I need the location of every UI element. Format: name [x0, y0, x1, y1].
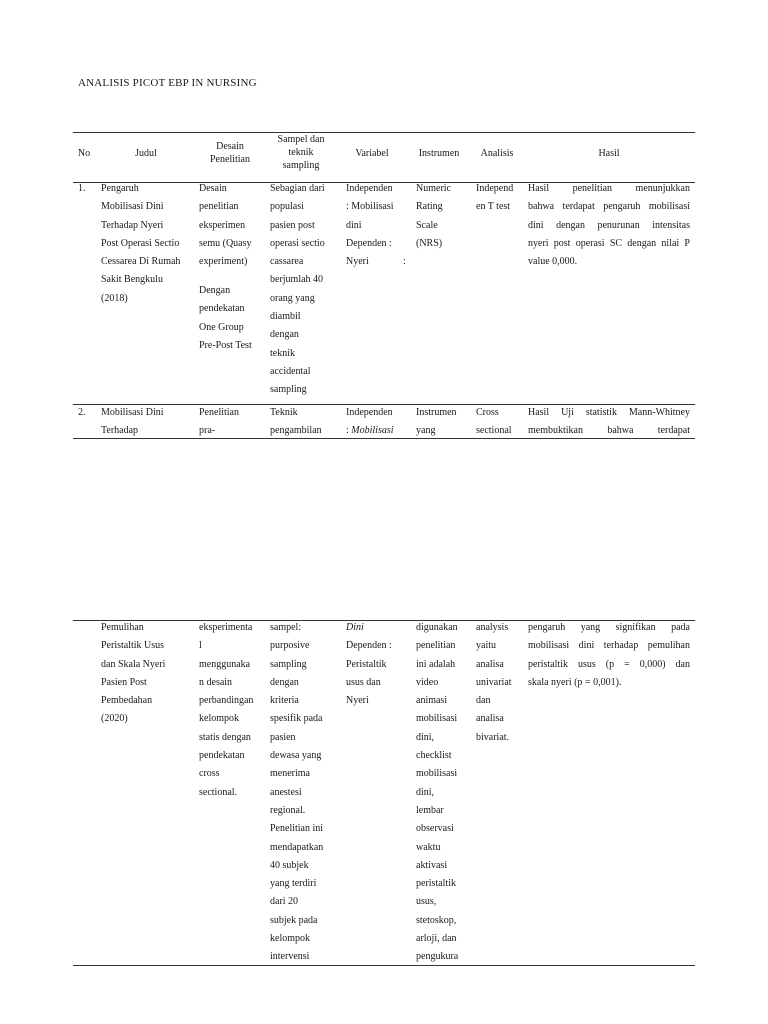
row2b-instrumen-line: dini, — [416, 786, 435, 798]
row2b-analisis-line: dan — [476, 695, 491, 707]
row2-variabel-colon: : — [346, 425, 352, 437]
row2b-sampel-line: regional. — [270, 804, 306, 816]
row1-sampel-line: pasien post — [270, 219, 315, 231]
row1-desain-line: eksperimen — [199, 219, 246, 231]
row2b-sampel-line: menerima — [270, 768, 310, 780]
row2b-analisis-line: analysis — [476, 622, 509, 633]
row1-desain2-line: One Group — [199, 321, 244, 333]
row2-analisis-line: Cross — [476, 407, 499, 418]
row1-variabel-colon: : — [403, 256, 406, 267]
row2b-sampel-line: kelompok — [270, 933, 310, 945]
row2b-variabel-line: Peristaltik — [346, 658, 387, 670]
row2b-judul-line: Pemulihan — [101, 622, 144, 633]
row1-desain-line: Desain — [199, 183, 227, 194]
row2b-variabel-line — [346, 619, 408, 637]
row1-desain-line: semu (Quasy — [199, 237, 252, 249]
page2-bottom-rule — [73, 965, 695, 966]
row1-judul-line: Sakit Bengkulu — [101, 274, 163, 286]
document-title: ANALISIS PICOT EBP IN NURSING — [78, 77, 257, 89]
row2b-sampel-line: pasien — [270, 731, 296, 743]
row1-judul — [101, 180, 195, 308]
row1-variabel — [346, 180, 408, 271]
row1-hasil — [528, 180, 690, 271]
row2b-sampel-line: intervensi — [270, 951, 310, 963]
row1-hasil-line: bahwa terdapat pengaruh mobilisasi — [528, 201, 690, 213]
row1-variabel-line: : Mobilisasi — [346, 201, 394, 213]
row2-variabel-line: Independen — [346, 407, 393, 418]
row2b-instrumen-line: peristaltik — [416, 878, 456, 890]
row2-hasil-bottom — [528, 619, 690, 692]
row2b-sampel-line: Penelitian ini — [270, 823, 324, 835]
row1-sampel-line: berjumlah 40 — [270, 274, 324, 286]
row2-variabel-top — [346, 404, 408, 441]
row1-desain-line: penelitian — [199, 201, 239, 213]
row2b-sampel-line: sampel: — [270, 622, 302, 633]
row1-sampel-line: populasi — [270, 201, 304, 213]
row1-analisis-line: Independ — [476, 183, 514, 194]
row2b-instrumen-line: mobilisasi — [416, 713, 458, 725]
row1-desain2-line: pendekatan — [199, 303, 245, 315]
row1-judul-line: Cessarea Di Rumah — [101, 256, 181, 268]
row2b-sampel-line: kriteria — [270, 695, 299, 707]
header-desain-line: Desain — [216, 141, 244, 152]
header-sampel — [266, 133, 336, 172]
row2b-instrumen-line: lembar — [416, 804, 444, 816]
row2b-hasil-line: mobilisasi dini terhadap pemulihan — [528, 640, 690, 652]
row1-desain2-line: Dengan — [199, 285, 231, 296]
header-judul: Judul — [135, 148, 157, 159]
row1-hasil-line: Hasil penelitian menunjukkan — [528, 183, 690, 194]
row2b-sampel-line: mendapatkan — [270, 841, 324, 853]
row1-sampel-line: dengan — [270, 329, 299, 341]
row2b-instrumen-line: usus, — [416, 896, 437, 908]
row2-judul-line: Terhadap — [101, 425, 139, 437]
row1-desain-line: experiment) — [199, 256, 248, 268]
row2-variabel-bottom — [346, 619, 408, 710]
row1-judul-line: Pengaruh — [101, 183, 139, 194]
row1-desain-approach — [199, 282, 263, 355]
row2b-sampel-line: sampling — [270, 658, 307, 670]
row2b-desain-line: sectional. — [199, 786, 238, 798]
row1-hasil-line: nyeri post operasi SC dengan nilai P — [528, 237, 690, 249]
row2b-instrumen-line: animasi — [416, 695, 448, 707]
row2-hasil-line: membuktikan bahwa terdapat — [528, 425, 690, 437]
row1-sampel-line: operasi sectio — [270, 237, 325, 249]
row2b-judul-line: dan Skala Nyeri — [101, 658, 166, 670]
row2b-analisis-line: bivariat. — [476, 731, 510, 743]
row1-desain2-line: Pre-Post Test — [199, 339, 252, 351]
row2-sampel-bottom — [270, 619, 334, 967]
row2b-desain-line: statis dengan — [199, 731, 251, 743]
row2b-analisis-line: analisa — [476, 713, 504, 725]
row2-instrumen-top — [416, 404, 470, 441]
header-variabel: Variabel — [355, 148, 389, 159]
row2b-sampel-line: purposive — [270, 640, 310, 652]
row2-hasil-top — [528, 404, 690, 441]
row2-instrumen-line: yang — [416, 425, 436, 437]
row2-sampel-line: pengambilan — [270, 425, 322, 437]
row1-sampel-line: sampling — [270, 384, 307, 396]
row1-sampel-line: diambil — [270, 311, 301, 323]
row2-instrumen-line: Instrumen — [416, 407, 457, 418]
row2b-analisis-line: analisa — [476, 658, 504, 670]
row1-sampel — [270, 180, 334, 400]
row2b-desain-line: kelompok — [199, 713, 239, 725]
row2-judul-top — [101, 404, 195, 441]
row2b-instrumen-line: dini, — [416, 731, 435, 743]
row1-sampel-line: accidental — [270, 365, 311, 377]
row1-judul-line: Mobilisasi Dini — [101, 201, 164, 213]
row2b-instrumen-line: aktivasi — [416, 859, 448, 871]
row1-variabel-line: Dependen : — [346, 237, 392, 249]
row2b-analisis-line: univariat — [476, 676, 512, 688]
header-sampel-line: Sampel dan — [277, 134, 325, 145]
row2b-instrumen-line: video — [416, 676, 439, 688]
row1-sampel-line: teknik — [270, 347, 295, 359]
row1-variabel-line: dini — [346, 219, 362, 231]
row1-variabel-line: Nyeri — [346, 256, 369, 268]
row2-instrumen-bottom — [416, 619, 470, 967]
row2b-variabel-line: Dependen : — [346, 640, 392, 652]
row2b-variabel-line: Nyeri — [346, 695, 369, 707]
row2b-judul-line: (2020) — [101, 713, 128, 725]
row2b-judul-line: Pasien Post — [101, 676, 147, 688]
row2b-desain-line: menggunaka — [199, 658, 251, 670]
row1-sampel-line: Sebagian dari — [270, 183, 325, 194]
row2b-instrumen-line: ini adalah — [416, 658, 456, 670]
row2b-instrumen-line: arloji, dan — [416, 933, 457, 945]
row1-instrumen-line: Numeric — [416, 183, 451, 194]
row2b-judul-line: Pembedahan — [101, 695, 153, 707]
row1-instrumen-line: (NRS) — [416, 237, 443, 249]
row1-sampel-line: cassarea — [270, 256, 304, 268]
row2b-instrumen-line: penelitian — [416, 640, 456, 652]
row2b-hasil-line: peristaltik usus (p = 0,000) dan — [528, 658, 690, 670]
row2-analisis-top — [476, 404, 522, 441]
row1-desain — [199, 180, 263, 271]
row2b-desain-line: cross — [199, 768, 220, 780]
header-instrumen: Instrumen — [418, 148, 460, 159]
row2-analisis-line: sectional — [476, 425, 512, 437]
row2-desain-line: pra- — [199, 425, 216, 437]
row2-sampel-line: Teknik — [270, 407, 298, 418]
row2b-desain-line: perbandingan — [199, 695, 254, 707]
row2b-variabel-italic: Dini — [346, 622, 364, 633]
row2b-instrumen-line: checklist — [416, 750, 452, 762]
row2b-instrumen-line: pengukura — [416, 951, 459, 963]
header-no: No — [77, 148, 91, 159]
row2-desain-line: Penelitian — [199, 407, 239, 418]
row1-instrumen-line: Scale — [416, 219, 438, 231]
row2-analisis-bottom — [476, 619, 522, 747]
row2b-instrumen-line: stetoskop, — [416, 914, 457, 926]
row2-judul-bottom — [101, 619, 195, 729]
row1-analisis — [476, 180, 522, 217]
row2b-desain-line: eksperimenta — [199, 622, 253, 633]
row2b-sampel-line: yang terdiri — [270, 878, 317, 890]
header-desain — [196, 140, 264, 166]
row2-desain-bottom — [199, 619, 263, 802]
row2b-analisis-line: yaitu — [476, 640, 496, 652]
row2-sampel-top — [270, 404, 334, 441]
row2b-sampel-line: 40 subjek — [270, 859, 309, 871]
row1-judul-line: Post Operasi Sectio — [101, 237, 180, 249]
row2-variabel-line — [346, 422, 408, 440]
row1-sampel-line: orang yang — [270, 292, 315, 304]
row2b-instrumen-line: digunakan — [416, 622, 458, 633]
row1-no: 1. — [78, 183, 86, 194]
table-top-rule — [73, 132, 695, 133]
row2-variabel-italic: Mobilisasi — [351, 425, 394, 437]
header-sampel-line: teknik — [288, 147, 314, 158]
row2b-desain-line: l — [199, 640, 202, 652]
row1-hasil-line: value 0,000. — [528, 256, 578, 268]
header-desain-line: Penelitian — [210, 154, 250, 165]
row1-variabel-line: Independen — [346, 183, 393, 194]
row2b-sampel-line: subjek pada — [270, 914, 318, 926]
row2b-desain-line: n desain — [199, 676, 233, 688]
row2-no: 2. — [78, 407, 86, 418]
row2b-hasil-line: skala nyeri (p = 0,001). — [528, 676, 622, 688]
row2b-instrumen-line: waktu — [416, 841, 441, 853]
row2-judul-line: Mobilisasi Dini — [101, 407, 164, 418]
row2-hasil-line: Hasil Uji statistik Mann-Whitney — [528, 407, 690, 418]
row2b-sampel-line: dengan — [270, 676, 299, 688]
header-sampel-line: sampling — [282, 160, 320, 171]
row2b-sampel-line: anestesi — [270, 786, 302, 798]
row2b-hasil-line: pengaruh yang signifikan pada — [528, 622, 690, 633]
row2b-sampel-line: dari 20 — [270, 896, 299, 908]
row1-judul-line: (2018) — [101, 292, 128, 304]
row1-analisis-line: en T test — [476, 201, 511, 213]
row1-instrumen — [416, 180, 470, 253]
row2b-instrumen-line: observasi — [416, 823, 454, 835]
row2b-desain-line: pendekatan — [199, 750, 245, 762]
row2b-sampel-line: dewasa yang — [270, 750, 322, 762]
row1-judul-line: Terhadap Nyeri — [101, 219, 164, 231]
row2b-instrumen-line: mobilisasi — [416, 768, 458, 780]
row2b-variabel-line: usus dan — [346, 676, 381, 688]
row2-desain-top — [199, 404, 263, 441]
row2b-judul-line: Peristaltik Usus — [101, 640, 165, 652]
row2b-sampel-line: spesifik pada — [270, 713, 323, 725]
row1-instrumen-line: Rating — [416, 201, 443, 213]
header-analisis: Analisis — [480, 148, 514, 159]
row1-hasil-line: dini dengan penurunan intensitas — [528, 219, 690, 231]
header-hasil: Hasil — [598, 148, 620, 159]
